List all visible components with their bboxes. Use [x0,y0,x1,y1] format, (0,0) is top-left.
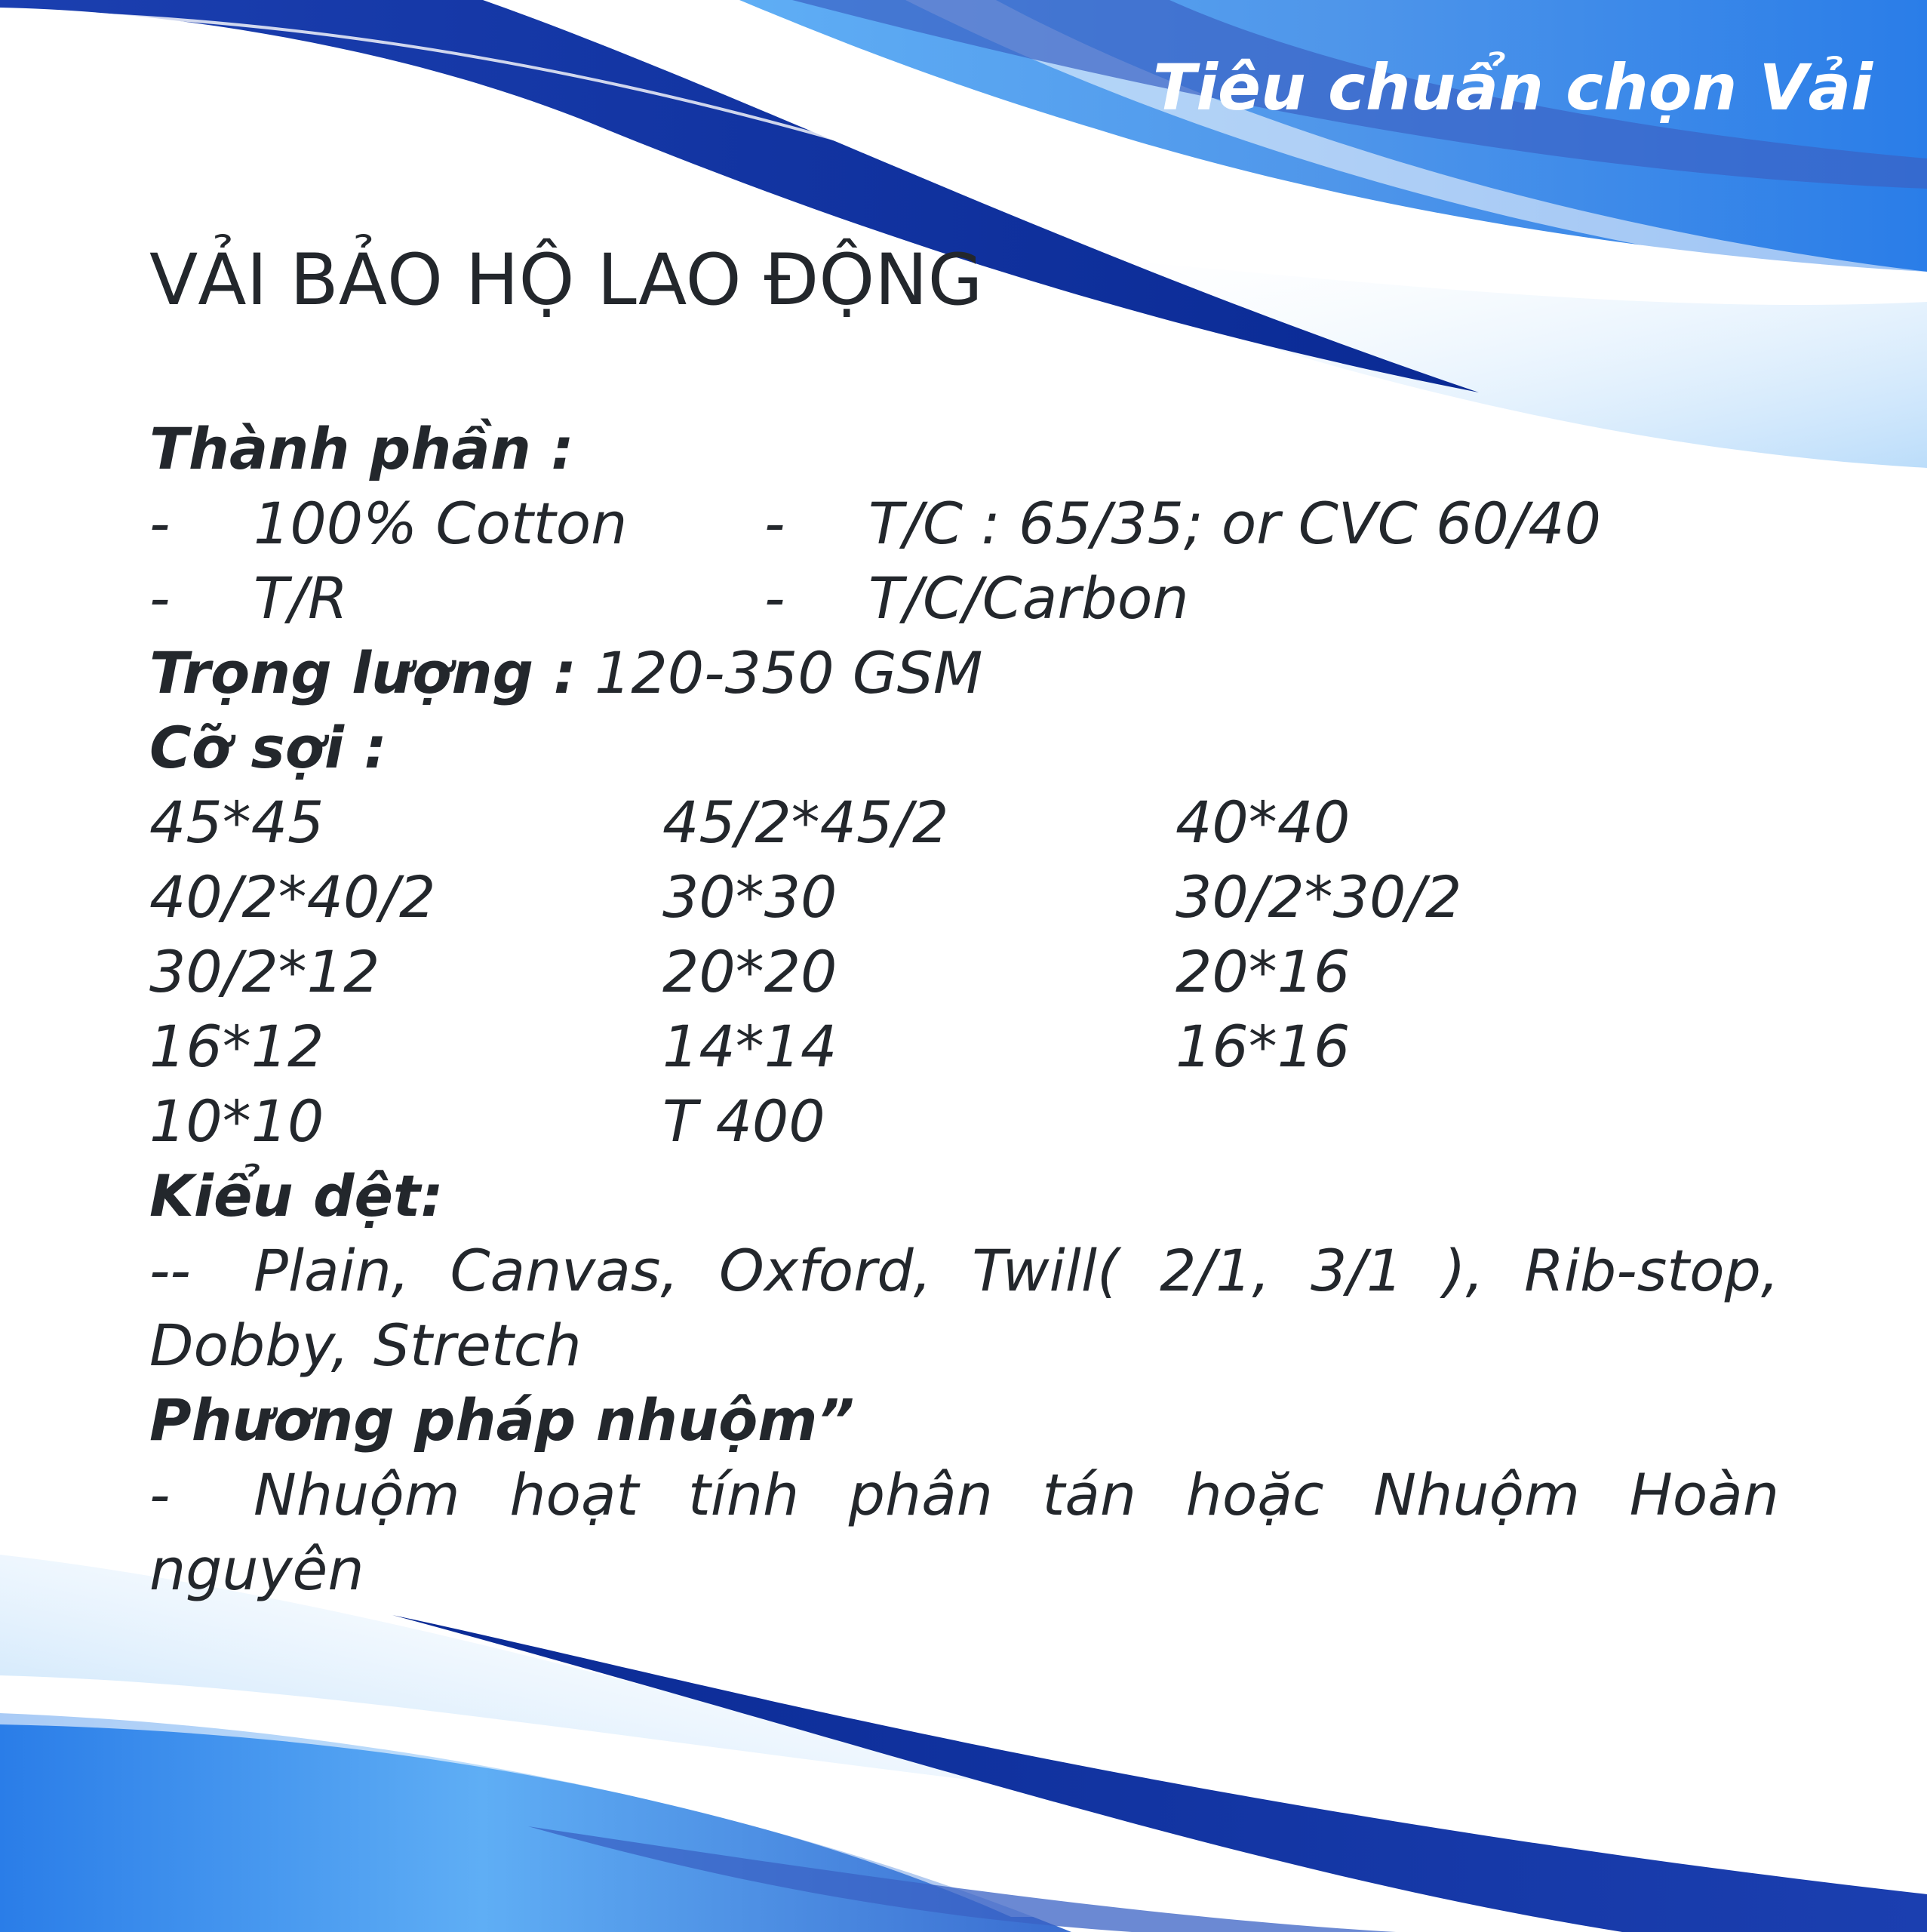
composition-item [764,561,1379,635]
bullet-dash: - [764,565,785,632]
yarn-cell: 10*10 [149,1088,324,1155]
yarn-row [149,934,1779,1009]
composition-item [149,561,764,635]
yarn-row [149,1009,1779,1084]
yarn-cell: 30/2*30/2 [1176,863,1462,931]
dyeing-text-block [149,1457,1779,1607]
bullet-dash: - [764,490,785,557]
yarn-cell: 20*16 [1176,938,1351,1005]
bullet-dash: -- [149,1237,191,1304]
composition-row [149,486,1779,561]
page-title: VẢI BẢO HỘ LAO ĐỘNG [149,239,983,321]
yarn-row [149,860,1779,934]
bottom-wave-decoration [0,1555,1927,1932]
weight-line [149,635,1779,710]
bullet-dash: - [149,565,171,632]
yarn-cell: 16*12 [149,1013,324,1080]
composition-item-text: T/C : 65/35; or CVC 60/40 [868,490,1602,557]
weave-label: Kiểu dệt: [149,1162,444,1229]
yarn-row [149,785,1779,860]
bullet-dash: - [149,490,171,557]
yarn-cell: T 400 [662,1088,825,1155]
yarn-cell: 20*20 [662,938,837,1005]
weave-text: Plain, Canvas, Oxford, Twill( 2/1, 3/1 ), Rib-stop, Dobby, Stretch [149,1237,1779,1379]
composition-item-text: 100% Cotton [254,490,628,557]
yarn-cell: 30/2*12 [149,938,380,1005]
yarn-cell: 40/2*40/2 [149,863,436,931]
composition-row [149,561,1779,635]
yarn-cell: 40*40 [1176,789,1351,856]
composition-item [764,486,1602,561]
yarn-cell [1176,1084,1689,1158]
weave-text-block [149,1233,1779,1383]
dyeing-label: Phương pháp nhuộm” [149,1386,855,1454]
composition-label: Thành phần : [149,415,574,482]
weight-label: Trọng lượng : [149,639,576,706]
weight-value: 120-350 GSM [576,639,983,706]
spec-content [149,411,1779,1607]
yarn-cell: 45*45 [149,789,324,856]
dyeing-text: Nhuộm hoạt tính phân tán hoặc Nhuộm Hoàn nguyên [149,1461,1779,1603]
yarn-cell: 16*16 [1176,1013,1351,1080]
yarn-row [149,1084,1779,1158]
composition-item [149,486,764,561]
composition-item-text: T/C/Carbon [868,565,1189,632]
yarn-cell: 30*30 [662,863,837,931]
yarn-cell: 45/2*45/2 [662,789,949,856]
composition-item-text: T/R [254,565,348,632]
yarn-label: Cỡ sợi : [149,714,387,781]
header-title: Tiêu chuẩn chọn Vải [1152,51,1873,125]
bullet-dash: - [149,1461,171,1528]
yarn-cell: 14*14 [662,1013,837,1080]
